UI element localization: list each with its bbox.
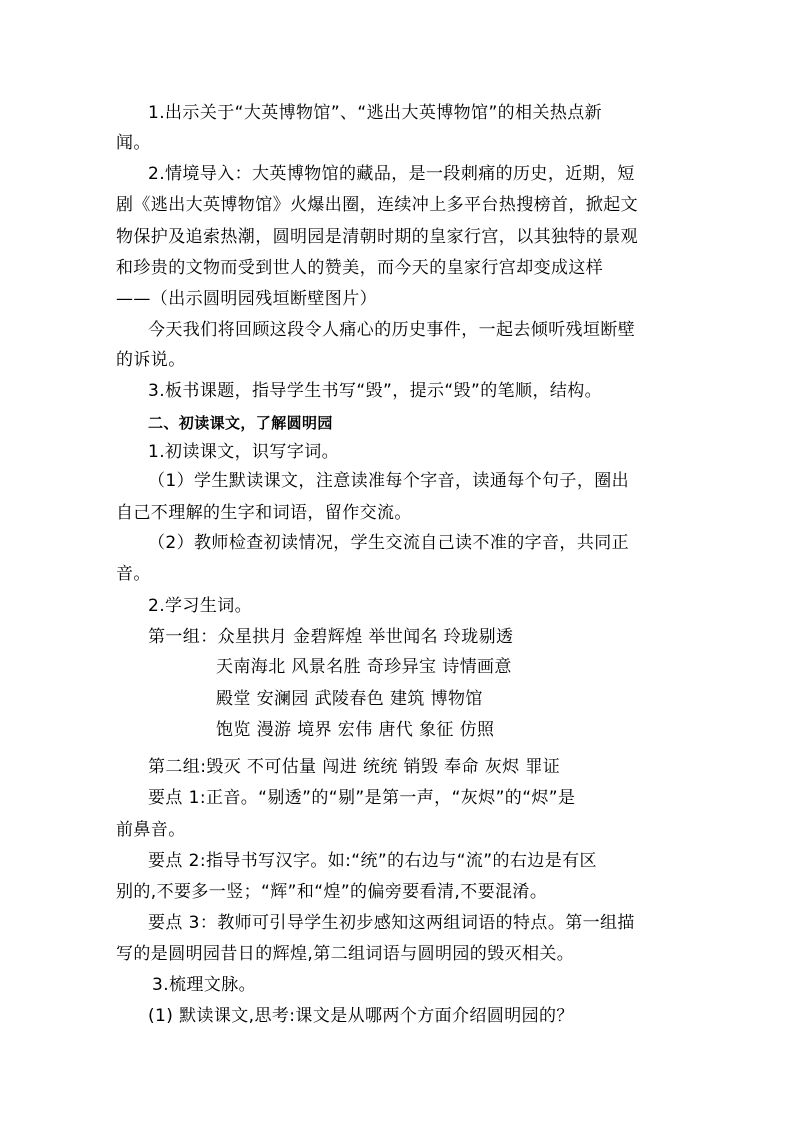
text-line: 音。	[116, 564, 151, 584]
word-list-line: 第一组：众星拱月 金碧辉煌 举世闻名 玲珑剔透	[148, 627, 514, 647]
word-list-line: 天南海北 风景名胜 奇珍异宝 诗情画意	[216, 657, 512, 677]
text-line: 和珍贵的文物而受到世人的赞美，而今天的皇家行宫却变成这样	[116, 258, 604, 278]
word-list-line: 饱览 漫游 境界 宏伟 唐代 象征 仿照	[216, 720, 495, 740]
text-line: （1）学生默读课文，注意读准每个字音，读通每个句子，圈出	[148, 471, 630, 491]
text-line: 自己不理解的生字和词语，留作交流。	[116, 503, 412, 523]
text-line: 前鼻音。	[116, 820, 186, 840]
text-line: 3.板书课题，指导学生书写“毁”，提示“毁”的笔顺，结构。	[148, 381, 603, 401]
text-line: 要点 1:正音。“剔透”的“剔”是第一声，“灰烬”的“烬”是	[148, 788, 576, 808]
word-list-line: 殿堂 安澜园 武陵春色 建筑 博物馆	[216, 689, 483, 709]
text-line: (1) 默读课文,思考:课文是从哪两个方面介绍圆明园的？	[148, 1006, 574, 1026]
text-line: 要点 3：教师可引导学生初步感知这两组词语的特点。第一组描	[148, 913, 635, 933]
text-line: （2）教师检查初读情况，学生交流自己读不准的字音，共同正	[148, 533, 630, 553]
text-line: 闻。	[116, 133, 151, 153]
text-line: 的诉说。	[116, 350, 186, 370]
text-line: 写的是圆明园昔日的辉煌,第二组词语与圆明园的毁灭相关。	[116, 944, 575, 964]
text-line: 2.学习生词。	[148, 596, 253, 616]
section-heading: 二、初读课文，了解圆明园	[148, 414, 333, 432]
text-line: 剧《逃出大英博物馆》火爆出圈，连续冲上多平台热搜榜首，掀起文	[116, 195, 638, 215]
text-line: 2.情境导入：大英博物馆的藏品，是一段刺痛的历史，近期，短	[148, 164, 635, 184]
text-line: 1.初读课文，识写字词。	[148, 442, 340, 462]
text-line: ——（出示圆明园残垣断壁图片）	[116, 289, 377, 309]
word-list-line: 第二组:毁灭 不可估量 闯进 统统 销毁 奉命 灰烬 罪证	[148, 757, 561, 777]
text-line: 3.梳理文脉。	[152, 975, 257, 995]
text-line: 今天我们将回顾这段令人痛心的历史事件，一起去倾听残垣断壁	[148, 320, 636, 340]
text-line: 1.出示关于“大英博物馆”、“逃出大英博物馆”的相关热点新	[148, 103, 603, 123]
text-line: 要点 2:指导书写汉字。如:“统”的右边与“流”的右边是有区	[148, 851, 597, 871]
text-line: 物保护及追索热潮，圆明园是清朝时期的皇家行宫，以其独特的景观	[116, 227, 638, 247]
text-line: 别的,不要多一竖；“辉”和“煌”的偏旁要看清,不要混淆。	[116, 882, 548, 902]
